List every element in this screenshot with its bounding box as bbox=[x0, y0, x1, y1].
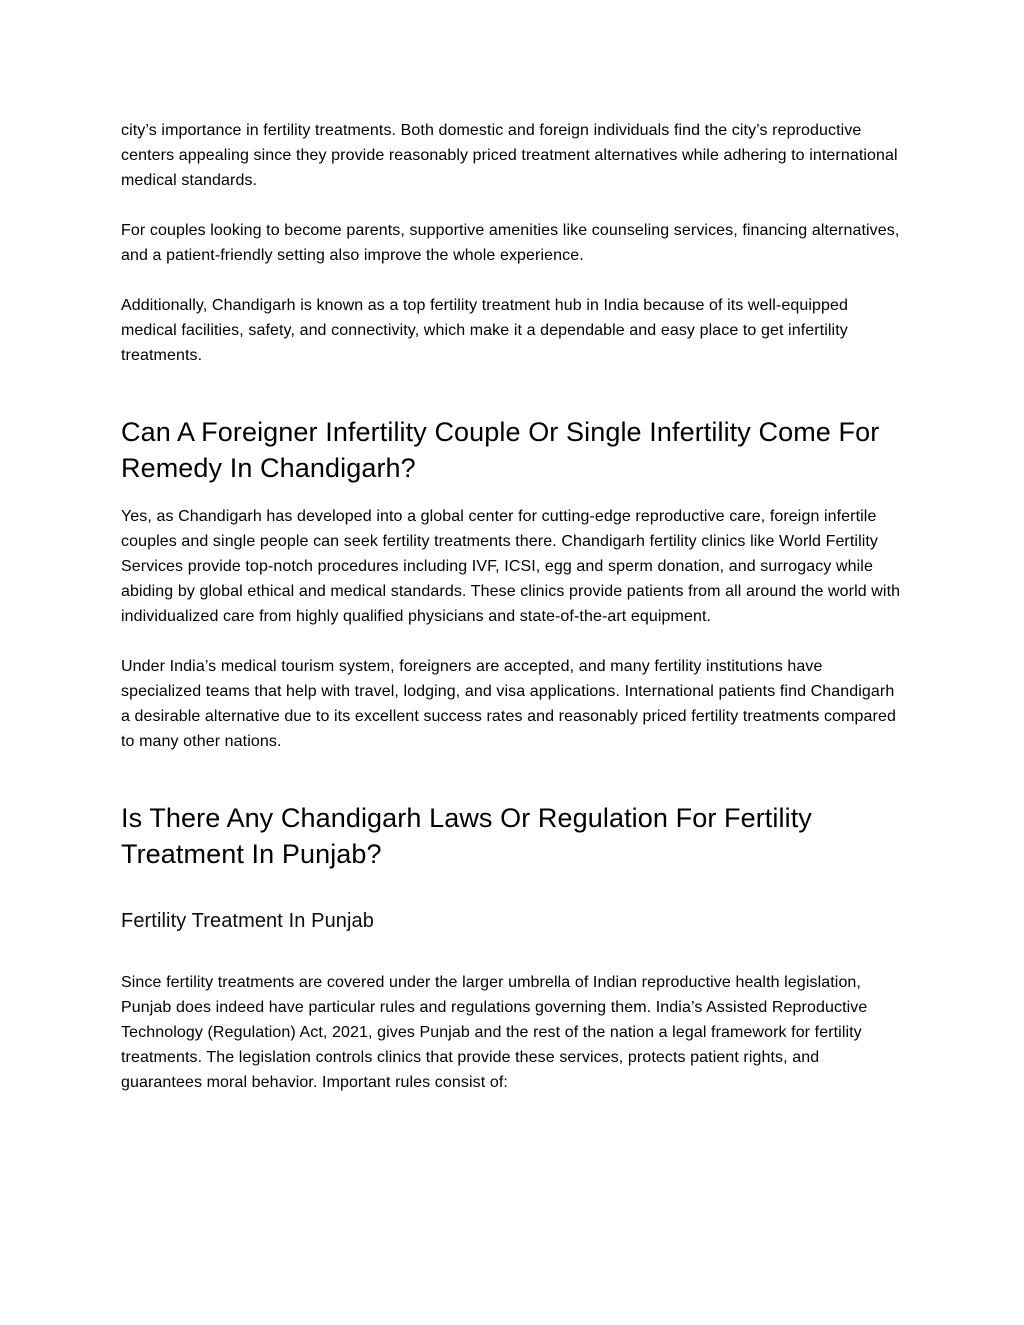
paragraph-couples-amenities: For couples looking to become parents, supportive amenities like counseling services, financing alternatives, and a patient-friendly setting also improve the whole experience. bbox=[121, 222, 900, 264]
paragraph-medical-tourism: Under India’s medical tourism system, foreigners are accepted, and many fertility institutions have specialized teams that help with travel, lodging, and visa applications. International patients find Chandigarh a desirable alternative due to its excellent success rates and reasonably priced fertility treatments compared to many other nations. bbox=[121, 658, 896, 750]
section-heading-laws-regulation: Is There Any Chandigarh Laws Or Regulation For Fertility Treatment In Punjab? bbox=[121, 803, 812, 869]
paragraph-global-center: Yes, as Chandigarh has developed into a global center for cutting-edge reproductive care, foreign infertile couples and single people can seek fertility treatments there. Chandigarh fertility clinics like World Fertility Services provide top-notch procedures including IVF, ICSI, egg and sperm donation, and surrogacy while abiding by global ethical and medical standards. These clinics provide patients from all around the world with individualized care from highly qualified physicians and state-of-the-art equipment. bbox=[121, 508, 901, 625]
subsection-heading-fertility-punjab: Fertility Treatment In Punjab bbox=[121, 910, 375, 932]
paragraph-punjab-regulations: Since fertility treatments are covered under the larger umbrella of Indian reproductive health legislation, Punjab does indeed have particular rules and regulations governing them. India’s Assisted Reproductive Technology (Regulation) Act, 2021, gives Punjab and the rest of the nation a legal framework for fertility treatments. The legislation controls clinics that provide these services, protects patient rights, and guarantees moral behavior. Important rules consist of: bbox=[121, 974, 868, 1091]
paragraph-city-importance: city’s importance in fertility treatments. Both domestic and foreign individuals find the city’s reproductive centers appealing since they provide reasonably priced treatment alternatives while adhering to international medical standards. bbox=[121, 122, 898, 189]
paragraph-chandigarh-hub: Additionally, Chandigarh is known as a top fertility treatment hub in India because of its well-equipped medical facilities, safety, and connectivity, which make it a dependable and easy place to get infertility treatments. bbox=[121, 297, 848, 364]
section-heading-foreigner-remedy: Can A Foreigner Infertility Couple Or Single Infertility Come For Remedy In Chandigarh? bbox=[121, 417, 880, 483]
